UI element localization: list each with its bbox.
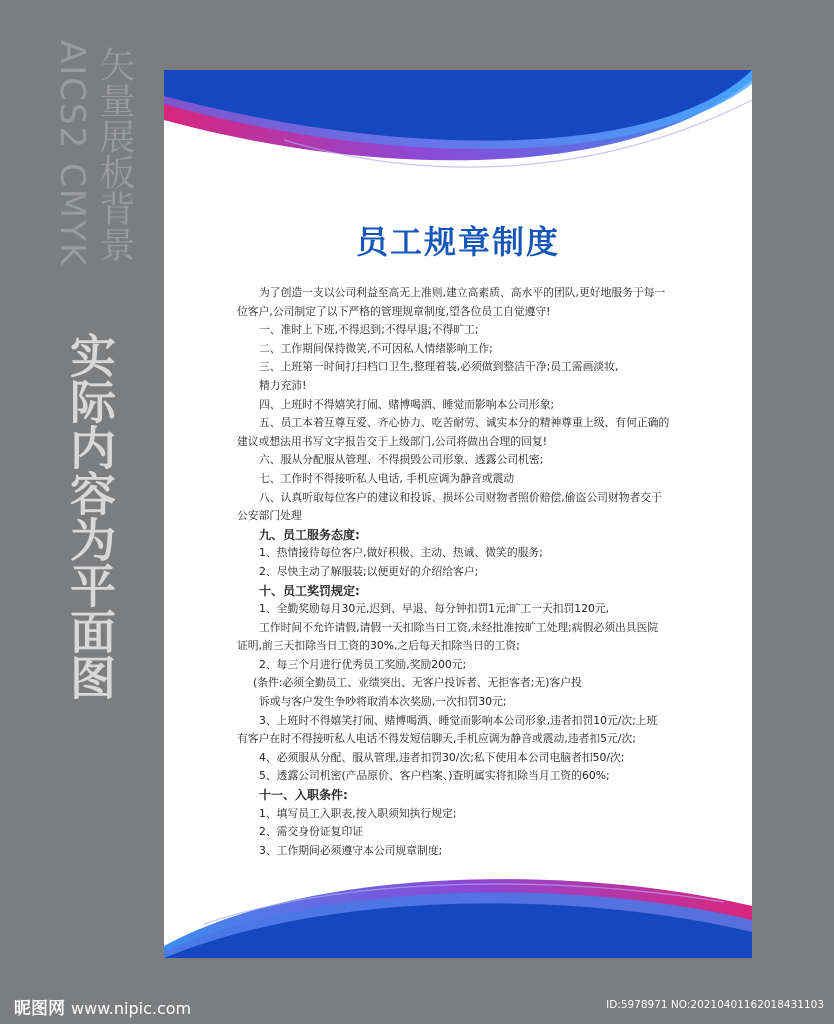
side-label-cn-note: 实际内容为平面图 xyxy=(63,332,117,700)
section-heading: 九、员工服务态度: xyxy=(259,527,360,542)
bottom-wave-decoration xyxy=(164,868,752,958)
text-line: 有客户在时不得接听私人电话不得发短信聊天,手机应调为静音或震动,违者扣5元/次; xyxy=(237,732,636,746)
side-label-cn-vector: 矢量展板背景 xyxy=(94,46,135,262)
text-line: 诉或与客户发生争吵将取消本次奖励,一次扣罚30元; xyxy=(259,695,507,709)
top-wave-decoration xyxy=(164,70,752,190)
text-line: 二、工作期间保持微笑,不可因私人情绪影响工作; xyxy=(259,341,493,355)
text-line: 3、上班时不得嬉笑打闹、赌博喝酒、睡觉而影响本公司形象,违者扣罚10元/次;上班 xyxy=(259,713,658,727)
logo-text: 昵图网 xyxy=(14,999,65,1019)
text-line: 一、准时上下班,不得迟到;不得早退;不得旷工; xyxy=(259,323,479,337)
text-line: 七、工作时不得接听私人电话, 手机应调为静音或震动 xyxy=(259,471,515,485)
text-line: 3、工作期间必须遵守本公司规章制度; xyxy=(259,843,443,857)
side-label-en: AICS2 CMYK xyxy=(52,40,92,268)
text-line: 八、认真听取每位客户的建议和投诉、损坏公司财物者照价赔偿,偷盗公司财物者交于 xyxy=(259,490,662,504)
text-line: 建议或想法用书写文字报告交于上级部门,公司将做出合理的回复! xyxy=(237,434,548,448)
site-logo[interactable] xyxy=(14,994,191,1019)
text-line: 四、上班时不得嬉笑打闹、赌博喝酒、睡觉而影响本公司形象; xyxy=(259,397,555,411)
text-line: 2、每三个月进行优秀员工奖励,奖励200元; xyxy=(259,657,467,671)
text-line: 位客户,公司制定了以下严格的管理规章制度,望各位员工自觉遵守! xyxy=(237,304,551,318)
site-url[interactable]: www.nipic.com xyxy=(71,999,192,1018)
text-line: (条件:必须全勤员工、业绩突出、无客户投诉者、无拒客者;无)客户投 xyxy=(253,676,582,690)
text-line: 为了创造一支以公司利益至高无上准则,建立高素质、高水平的团队,更好地服务于每一 xyxy=(259,286,666,299)
text-line: 1、热情接待每位客户,做好积极、主动、热诚、微笑的服务; xyxy=(259,546,543,560)
text-line: 公安部门处理 xyxy=(237,509,302,523)
image-id: ID:5978971 NO:20210401162018431103 xyxy=(606,999,824,1011)
text-line: 1、全勤奖励每月30元,迟到、早退、每分钟扣罚1元;旷工一天扣罚120元, xyxy=(259,602,610,616)
text-line: 1、填写员工入职表,按入职须知执行规定; xyxy=(259,806,457,820)
text-line: 三、上班第一时间打扫档口卫生,整理着装,必须做到整洁干净;员工需画淡妆, xyxy=(259,360,619,374)
text-line: 5、透露公司机密(产品原价、客户档案、)查明属实将扣除当月工资的60%; xyxy=(259,769,610,783)
section-heading: 十一、入职条件: xyxy=(259,788,348,803)
text-line: 证明,前三天扣除当日工资的30%,之后每天扣除当日的工资; xyxy=(237,639,520,653)
text-line: 2、需交身份证复印证 xyxy=(259,825,364,839)
text-line: 工作时间不允许请假,请假一天扣除当日工资,未经批准按旷工处理;病假必须出具医院 xyxy=(259,620,659,634)
section-heading: 十、员工奖罚规定: xyxy=(259,583,360,598)
text-line: 2、尽快主动了解服装;以便更好的介绍给客户; xyxy=(259,564,479,578)
display-board xyxy=(164,70,752,958)
regulations-text xyxy=(237,284,697,860)
text-line: 4、必须服从分配、服从管理,违者扣罚30/次;私下使用本公司电脑者扣50/次; xyxy=(259,750,625,764)
text-line: 五、员工本着互尊互爱、齐心协力、吃苦耐劳、诚实本分的精神尊重上级、有何正确的 xyxy=(259,416,670,430)
text-line: 精力充沛! xyxy=(259,378,307,392)
text-line: 六、服从分配服从管理、不得损毁公司形象、透露公司机密; xyxy=(259,453,544,467)
page-title: 员工规章制度 xyxy=(355,223,560,261)
